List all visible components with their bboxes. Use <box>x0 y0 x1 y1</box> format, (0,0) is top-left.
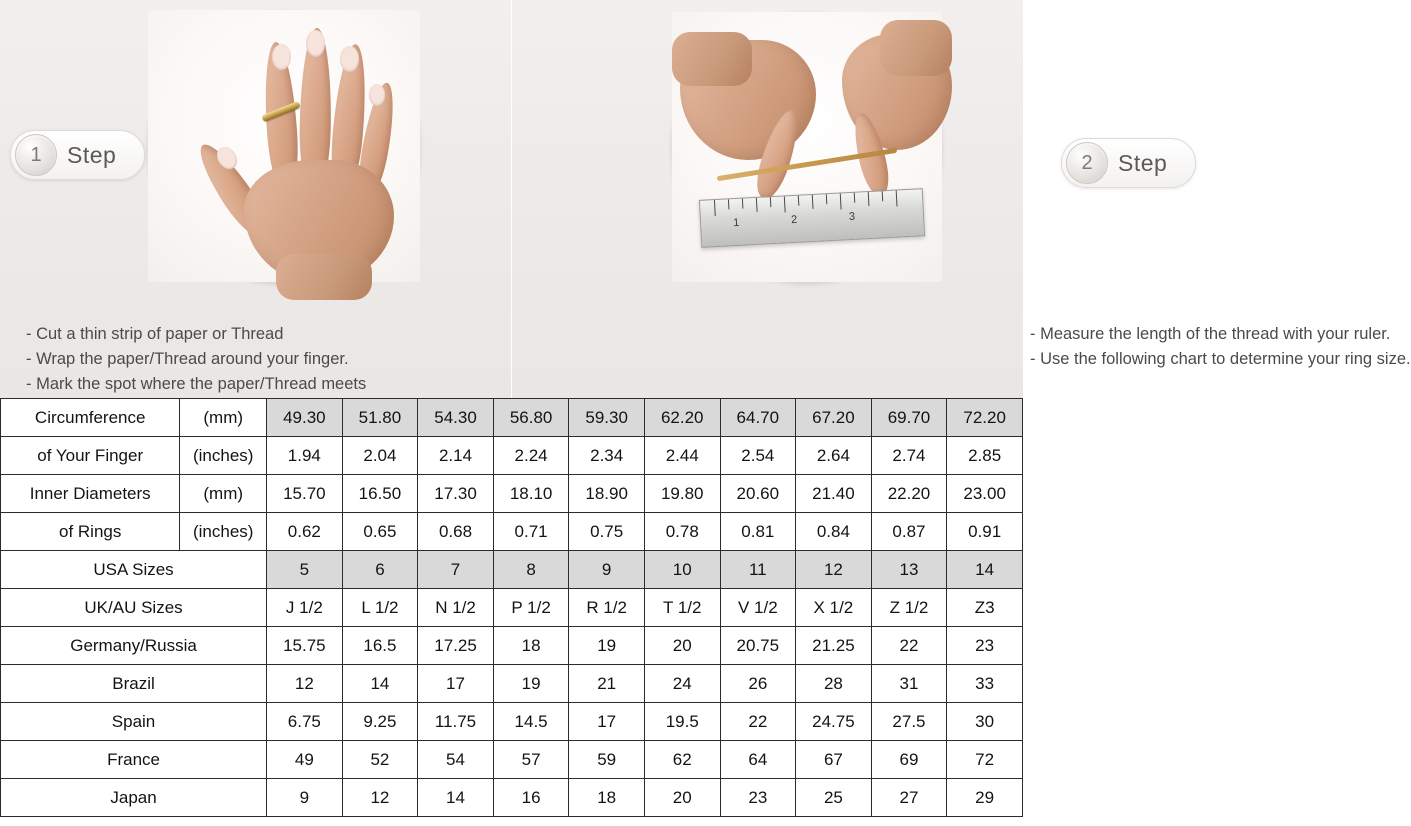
nail-index <box>272 44 291 70</box>
cell: 13 <box>871 551 947 589</box>
cell: 9.25 <box>342 703 418 741</box>
cell: 8 <box>493 551 569 589</box>
cell: 64 <box>720 741 796 779</box>
cell: 64.70 <box>720 399 796 437</box>
ruler-tick <box>840 193 842 209</box>
step-2-panel <box>512 0 1411 398</box>
cell: 31 <box>871 665 947 703</box>
table-row <box>1 551 1023 589</box>
cell: 67.20 <box>796 399 872 437</box>
cell: 16 <box>493 779 569 817</box>
cell: J 1/2 <box>267 589 343 627</box>
table-row <box>1 665 1023 703</box>
cell: 16.50 <box>342 475 418 513</box>
ruler-number: 2 <box>790 213 798 227</box>
cell: 21.40 <box>796 475 872 513</box>
cell: 2.44 <box>644 437 720 475</box>
cell: N 1/2 <box>418 589 494 627</box>
instructions-section <box>0 0 1411 398</box>
cell: 23 <box>720 779 796 817</box>
cell: Z3 <box>947 589 1023 627</box>
ruler-tick <box>812 195 814 209</box>
cell: 11 <box>720 551 796 589</box>
cell: 0.75 <box>569 513 645 551</box>
cell: 59.30 <box>569 399 645 437</box>
cell: 12 <box>342 779 418 817</box>
cell: 2.85 <box>947 437 1023 475</box>
step-1-bullet-2: - Wrap the paper/Thread around your finger. <box>26 350 349 368</box>
ring-size-chart <box>0 398 1023 817</box>
row-label-inner-diameters-2: of Rings <box>1 513 180 551</box>
row-label-spain: Spain <box>1 703 267 741</box>
ruler-tick <box>826 194 828 204</box>
cell: 9 <box>569 551 645 589</box>
row-label-uk-au-sizes: UK/AU Sizes <box>1 589 267 627</box>
cell: 0.68 <box>418 513 494 551</box>
cell: 14 <box>947 551 1023 589</box>
ruler-tick <box>756 198 758 212</box>
cell: 6.75 <box>267 703 343 741</box>
ruler-tick <box>728 199 730 209</box>
cell: 15.70 <box>267 475 343 513</box>
ruler-tick <box>798 196 800 206</box>
cell: 0.71 <box>493 513 569 551</box>
cell: 7 <box>418 551 494 589</box>
step-1-number: 1 <box>15 134 57 176</box>
cell: 29 <box>947 779 1023 817</box>
cell: 56.80 <box>493 399 569 437</box>
cell: 17.30 <box>418 475 494 513</box>
cell: 20 <box>644 779 720 817</box>
table-row <box>1 589 1023 627</box>
row-unit-mm: (mm) <box>180 399 267 437</box>
cell: 2.04 <box>342 437 418 475</box>
cell: T 1/2 <box>644 589 720 627</box>
cell: 28 <box>796 665 872 703</box>
ruler-tick <box>882 191 884 201</box>
cell: 5 <box>267 551 343 589</box>
cell: 30 <box>947 703 1023 741</box>
cell: 67 <box>796 741 872 779</box>
cell: 15.75 <box>267 627 343 665</box>
cell: 0.84 <box>796 513 872 551</box>
cell: 1.94 <box>267 437 343 475</box>
cell: 2.64 <box>796 437 872 475</box>
ruler-tick <box>784 196 786 212</box>
step-1-bullet-3: - Mark the spot where the paper/Thread meets <box>26 375 367 393</box>
cell: 23.00 <box>947 475 1023 513</box>
hand-with-ring-photo <box>148 10 420 282</box>
cell: 49.30 <box>267 399 343 437</box>
cell: 27.5 <box>871 703 947 741</box>
cell: X 1/2 <box>796 589 872 627</box>
ruler-number: 1 <box>732 216 740 230</box>
row-unit-inches-2: (inches) <box>180 513 267 551</box>
step-1-instructions <box>26 322 366 397</box>
nail-middle <box>306 30 325 57</box>
step-1-panel <box>0 0 511 398</box>
cell: 51.80 <box>342 399 418 437</box>
cell: 62 <box>644 741 720 779</box>
row-label-inner-diameters: Inner Diameters <box>1 475 180 513</box>
step-2-bullet-2: - Use the following chart to determine your ring size. <box>1030 350 1411 368</box>
nail-ring <box>340 46 359 72</box>
nail-pinky <box>369 84 385 106</box>
hand-measuring-thread-with-ruler-photo <box>672 12 942 282</box>
cell: 33 <box>947 665 1023 703</box>
row-label-circumference-2: of Your Finger <box>1 437 180 475</box>
cell: 9 <box>267 779 343 817</box>
cell: 25 <box>796 779 872 817</box>
cell: 24 <box>644 665 720 703</box>
step-1-badge <box>10 130 145 180</box>
cell: 0.81 <box>720 513 796 551</box>
cell: 17 <box>418 665 494 703</box>
cell: 12 <box>796 551 872 589</box>
cell: 2.74 <box>871 437 947 475</box>
cell: 21 <box>569 665 645 703</box>
cell: 72.20 <box>947 399 1023 437</box>
cell: 72 <box>947 741 1023 779</box>
cell: V 1/2 <box>720 589 796 627</box>
cell: 14 <box>342 665 418 703</box>
cell: 18 <box>493 627 569 665</box>
cell: 20.60 <box>720 475 796 513</box>
size-chart-table <box>0 398 1023 817</box>
cell: 12 <box>267 665 343 703</box>
row-label-france: France <box>1 741 267 779</box>
cell: 10 <box>644 551 720 589</box>
wrist <box>276 254 372 300</box>
table-row <box>1 513 1023 551</box>
cell: 6 <box>342 551 418 589</box>
cell: 14.5 <box>493 703 569 741</box>
cell: 20 <box>644 627 720 665</box>
cell: 24.75 <box>796 703 872 741</box>
cell: 2.14 <box>418 437 494 475</box>
table-row <box>1 703 1023 741</box>
wrist-right-hand <box>880 20 952 76</box>
cell: L 1/2 <box>342 589 418 627</box>
ruler-tick <box>896 191 898 207</box>
cell: 54 <box>418 741 494 779</box>
cell: 11.75 <box>418 703 494 741</box>
cell: 18.10 <box>493 475 569 513</box>
cell: 14 <box>418 779 494 817</box>
cell: 49 <box>267 741 343 779</box>
cell: 0.91 <box>947 513 1023 551</box>
ruler-tick <box>854 193 856 203</box>
cell: 20.75 <box>720 627 796 665</box>
cell: 54.30 <box>418 399 494 437</box>
cell: 0.62 <box>267 513 343 551</box>
step-1-bullet-1: - Cut a thin strip of paper or Thread <box>26 325 284 343</box>
cell: 17 <box>569 703 645 741</box>
cell: 22 <box>720 703 796 741</box>
cell: 52 <box>342 741 418 779</box>
cell: 16.5 <box>342 627 418 665</box>
table-row <box>1 627 1023 665</box>
cell: 62.20 <box>644 399 720 437</box>
table-row <box>1 779 1023 817</box>
row-label-japan: Japan <box>1 779 267 817</box>
table-row <box>1 437 1023 475</box>
step-2-instructions <box>1030 322 1411 372</box>
row-unit-inches: (inches) <box>180 437 267 475</box>
step-2-label: Step <box>1118 149 1168 176</box>
cell: 19 <box>493 665 569 703</box>
cell: 57 <box>493 741 569 779</box>
cell: 19.80 <box>644 475 720 513</box>
cell: 59 <box>569 741 645 779</box>
table-row <box>1 399 1023 437</box>
cell: 22 <box>871 627 947 665</box>
cell: 2.24 <box>493 437 569 475</box>
cell: 2.54 <box>720 437 796 475</box>
cell: 0.87 <box>871 513 947 551</box>
cell: 23 <box>947 627 1023 665</box>
ruler-number: 3 <box>848 210 856 224</box>
step-1-label: Step <box>67 141 117 168</box>
wrist-left-hand <box>672 32 752 86</box>
table-row <box>1 475 1023 513</box>
row-label-circumference: Circumference <box>1 399 180 437</box>
cell: 18 <box>569 779 645 817</box>
cell: 0.78 <box>644 513 720 551</box>
cell: Z 1/2 <box>871 589 947 627</box>
cell: 21.25 <box>796 627 872 665</box>
step-2-bullet-1: - Measure the length of the thread with your ruler. <box>1030 325 1391 343</box>
ruler-tick <box>868 192 870 206</box>
row-label-germany-russia: Germany/Russia <box>1 627 267 665</box>
cell: P 1/2 <box>493 589 569 627</box>
ruler-tick <box>742 199 744 209</box>
cell: 26 <box>720 665 796 703</box>
row-label-usa-sizes: USA Sizes <box>1 551 267 589</box>
step-2-number: 2 <box>1066 142 1108 184</box>
cell: 69 <box>871 741 947 779</box>
ruler-tick <box>714 200 716 216</box>
row-unit-mm-2: (mm) <box>180 475 267 513</box>
cell: 2.34 <box>569 437 645 475</box>
cell: 27 <box>871 779 947 817</box>
cell: 69.70 <box>871 399 947 437</box>
ruler-tick <box>770 197 772 207</box>
step-2-badge <box>1061 138 1196 188</box>
cell: 19 <box>569 627 645 665</box>
cell: 17.25 <box>418 627 494 665</box>
cell: 0.65 <box>342 513 418 551</box>
cell: 18.90 <box>569 475 645 513</box>
cell: 19.5 <box>644 703 720 741</box>
cell: 22.20 <box>871 475 947 513</box>
row-label-brazil: Brazil <box>1 665 267 703</box>
table-row <box>1 741 1023 779</box>
cell: R 1/2 <box>569 589 645 627</box>
